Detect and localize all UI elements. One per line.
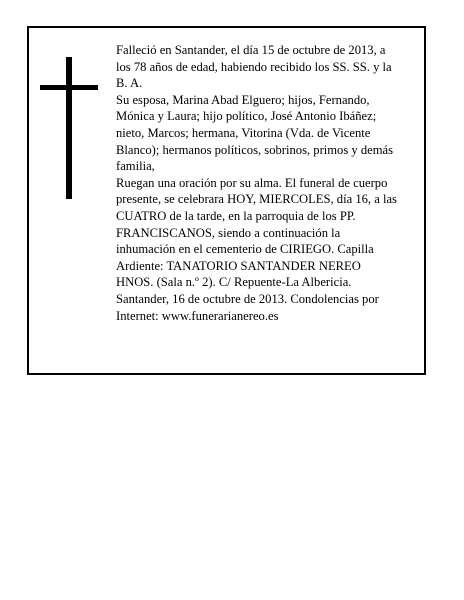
obituary-text	[116, 42, 398, 324]
cross-icon	[40, 57, 98, 199]
death-announcement: Falleció en Santander, el día 15 de octubre de 2013, a los 78 años de edad, habiendo recibido los SS. SS. y la B. A.	[116, 43, 392, 91]
funeral-details: Ruegan una oración por su alma. El funeral de cuerpo presente, se celebrara HOY, MIERCOLES, día 16, a las CUATRO de la tarde, en la parroquia de los PP. FRANCISCANOS, siendo a continuación la inhumación en el cementerio de CIRIEGO. Capilla Ardiente: TANATORIO SANTANDER NEREO HNOS. (Sala n.º 2). C/ Repuente-La Albericia.	[116, 175, 397, 290]
obituary-notice	[27, 26, 426, 375]
family-list: Su esposa, Marina Abad Elguero; hijos, Fernando, Mónica y Laura; hijo político, José Antonio Ibáñez; nieto, Marcos; hermana, Vitorina (Vda. de Vicente Blanco); hermanos políticos, sobrinos, primos y demás familia,	[116, 92, 394, 174]
cross-vertical-bar	[66, 57, 72, 199]
date-and-condolences: Santander, 16 de octubre de 2013. Condolencias por Internet: www.funerarianereo.es	[116, 291, 379, 323]
cross-horizontal-bar	[40, 85, 98, 90]
